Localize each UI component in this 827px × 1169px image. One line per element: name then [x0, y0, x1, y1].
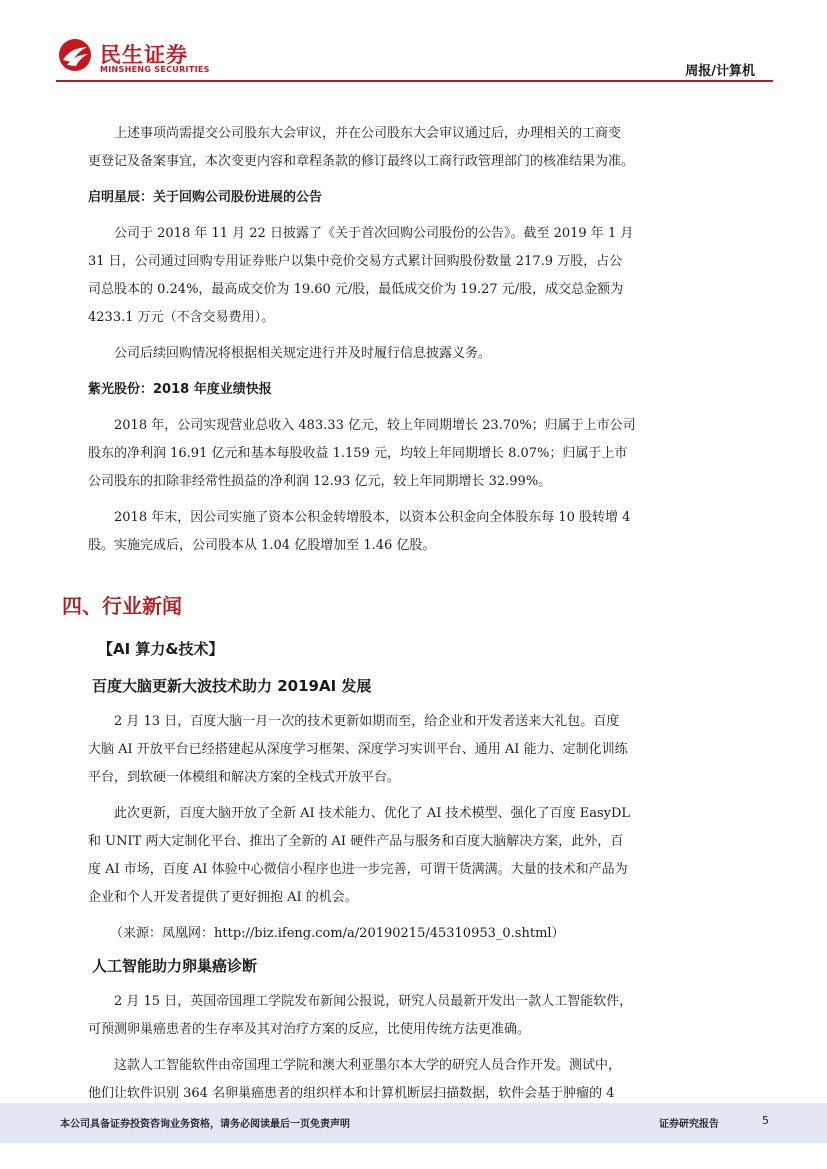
text-line: 2 月 15 日，英国帝国理工学院发布新闻公报说，研究人员最新开发出一款人工智能软件，	[114, 994, 633, 1009]
text-line: 上述事项尚需提交公司股东大会审议，并在公司股东大会审议通过后，办理相关的工商变	[114, 126, 622, 141]
brand-name-cn: 民生证券	[100, 43, 188, 67]
text-line: 公司后续回购情况将根据相关规定进行并及时履行信息披露义务。	[114, 346, 492, 361]
paragraph	[88, 988, 733, 1044]
text-line: 2018 年，公司实现营业总收入 483.33 亿元，较上年同期增长 23.70%；归属于上市公司	[114, 418, 636, 433]
text-line: 更登记及备案事宜，本次变更内容和章程条款的修订最终以工商行政管理部门的核准结果为准。	[88, 154, 635, 169]
company-subheading: 紫光股份：2018 年度业绩快报	[88, 382, 272, 397]
paragraph	[88, 220, 733, 332]
text-line: 2 月 13 日，百度大脑一月一次的技术更新如期而至，给企业和开发者送来大礼包。百度	[114, 714, 620, 729]
footer-report-label: 证券研究报告	[659, 1119, 719, 1130]
text-line: 企业和个人开发者提供了更好拥抱 AI 的机会。	[88, 890, 358, 905]
header-divider	[56, 80, 773, 82]
news-source: （来源：凤凰网：http://biz.ifeng.com/a/20190215/45310953_0.shtml）	[110, 926, 565, 941]
text-line: 他们让软件识别 364 名卵巢癌患者的组织样本和计算机断层扫描数据，软件会基于肿瘤的 4	[88, 1086, 615, 1101]
paragraph	[88, 504, 733, 560]
report-type: 周报/计算机	[685, 64, 755, 79]
text-line: 司总股本的 0.24%，最高成交价为 19.60 元/股，最低成交价为 19.27 元/股，成交总金额为	[88, 282, 624, 297]
text-line: 可预测卵巢癌患者的生存率及其对治疗方案的反应，比使用传统方法更准确。	[88, 1022, 531, 1037]
paragraph	[88, 708, 733, 792]
news-category: 【AI 算力&技术】	[98, 640, 224, 658]
section-title: 四、行业新闻	[62, 594, 182, 618]
text-line: 这款人工智能软件由帝国理工学院和澳大利亚墨尔本大学的研究人员合作开发。测试中，	[114, 1058, 622, 1073]
brand-logo	[58, 38, 258, 78]
paragraph	[88, 800, 733, 912]
text-line: 4233.1 万元（不含交易费用）。	[88, 310, 275, 325]
text-line: 平台，到软硬一体模组和解决方案的全栈式开放平台。	[88, 770, 401, 785]
text-line: 此次更新，百度大脑开放了全新 AI 技术能力、优化了 AI 技术模型、强化了百度 EasyDL	[114, 806, 631, 821]
footer-disclaimer: 本公司具备证券投资咨询业务资格，请务必阅读最后一页免责声明	[60, 1119, 350, 1130]
text-line: 度 AI 市场，百度 AI 体验中心微信小程序也进一步完善，可谓干货满满。大量的技术和产品为	[88, 862, 628, 877]
news-title: 人工智能助力卵巢癌诊断	[92, 957, 258, 975]
main-body	[88, 120, 733, 568]
page-footer	[0, 1103, 827, 1143]
paragraph	[88, 120, 733, 176]
text-line: 股。实施完成后，公司股本从 1.04 亿股增加至 1.46 亿股。	[88, 538, 436, 553]
text-line: 公司于 2018 年 11 月 22 日披露了《关于首次回购公司股份的公告》。截至 2019 年 1 月	[114, 226, 634, 241]
paragraph	[88, 340, 733, 368]
brand-name-en: MINSHENG SECURITIES	[100, 65, 210, 74]
text-line: 大脑 AI 开放平台已经搭建起从深度学习框架、深度学习实训平台、通用 AI 能力、定制化训练	[88, 742, 628, 757]
minsheng-logo-icon	[58, 38, 92, 72]
text-line: 31 日，公司通过回购专用证券账户以集中竞价交易方式累计回购股份数量 217.9 万股，占公	[88, 254, 623, 269]
text-line: 股东的净利润 16.91 亿元和基本每股收益 1.159 元，均较上年同期增长 8.07%；归属于上市	[88, 446, 628, 461]
paragraph	[88, 1052, 733, 1108]
news-body	[88, 672, 733, 1116]
text-line: 和 UNIT 两大定制化平台、推出了全新的 AI 硬件产品与服务和百度大脑解决方案，此外，百	[88, 834, 624, 849]
page-header	[0, 0, 827, 82]
text-line: 2018 年末，因公司实施了资本公积金转增股本，以资本公积金向全体股东每 10 股转增 4	[114, 510, 631, 525]
text-line: 公司股东的扣除非经常性损益的净利润 12.93 亿元，较上年同期增长 32.99%。	[88, 474, 552, 489]
news-title: 百度大脑更新大波技术助力 2019AI 发展	[92, 677, 372, 695]
page-number: 5	[762, 1114, 769, 1127]
company-subheading: 启明星辰：关于回购公司股份进展的公告	[88, 190, 323, 205]
paragraph	[88, 412, 733, 496]
